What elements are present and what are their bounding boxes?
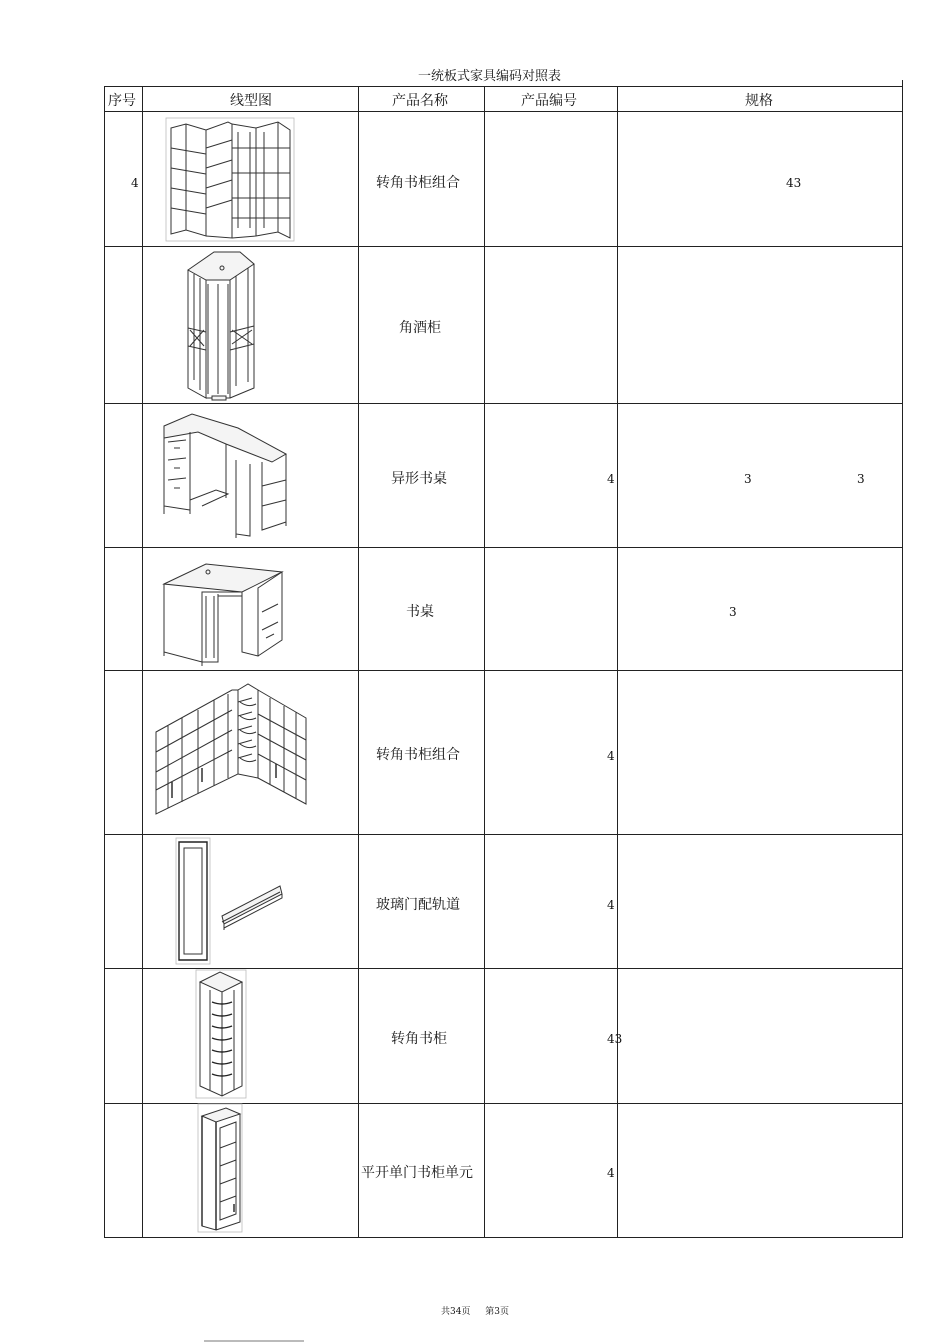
row-name: 转角书柜组合 bbox=[376, 175, 460, 191]
page-footer bbox=[0, 1304, 950, 1317]
row-code: 4 bbox=[607, 749, 615, 763]
page-title: 一统板式家具编码对照表 bbox=[418, 68, 618, 87]
row-spec: 43 bbox=[786, 176, 802, 190]
total-pages: 共34页 bbox=[440, 1307, 471, 1317]
row-code: 4 bbox=[607, 472, 615, 486]
glass-door-rail-icon bbox=[176, 838, 286, 966]
row-spec: 3 bbox=[744, 472, 752, 486]
row-name: 转角书柜组合 bbox=[376, 747, 460, 763]
header-spec: 规格 bbox=[745, 93, 773, 109]
row-index: 4 bbox=[131, 176, 139, 190]
corner-desk-icon bbox=[162, 410, 290, 540]
row-name: 异形书桌 bbox=[391, 471, 447, 487]
row-spec: 3 bbox=[729, 605, 737, 619]
row-name: 书桌 bbox=[406, 604, 434, 620]
corner-bookcase-icon bbox=[196, 970, 250, 1100]
row-code: 4 bbox=[607, 898, 615, 912]
header-index: 序号 bbox=[108, 93, 136, 109]
row-code: 43 bbox=[607, 1032, 623, 1046]
page-edge-mark bbox=[204, 1340, 304, 1342]
row-name: 角酒柜 bbox=[399, 320, 441, 336]
row-name: 平开单门书柜单元 bbox=[361, 1165, 473, 1181]
corner-wine-cabinet-icon bbox=[184, 250, 260, 402]
header-name: 产品名称 bbox=[392, 93, 448, 109]
row-code: 4 bbox=[607, 1166, 615, 1180]
l-shaped-bookcase-icon bbox=[152, 678, 310, 818]
single-door-bookcase-icon bbox=[198, 1104, 244, 1234]
corner-bookcase-combo-icon bbox=[166, 118, 296, 242]
header-drawing: 线型图 bbox=[230, 93, 272, 109]
desk-icon bbox=[162, 558, 286, 668]
header-code: 产品编号 bbox=[521, 93, 577, 109]
row-name: 转角书柜 bbox=[391, 1031, 447, 1047]
current-page: 第3页 bbox=[485, 1307, 510, 1317]
row-spec-secondary: 3 bbox=[857, 472, 865, 486]
row-name: 玻璃门配轨道 bbox=[376, 897, 460, 913]
